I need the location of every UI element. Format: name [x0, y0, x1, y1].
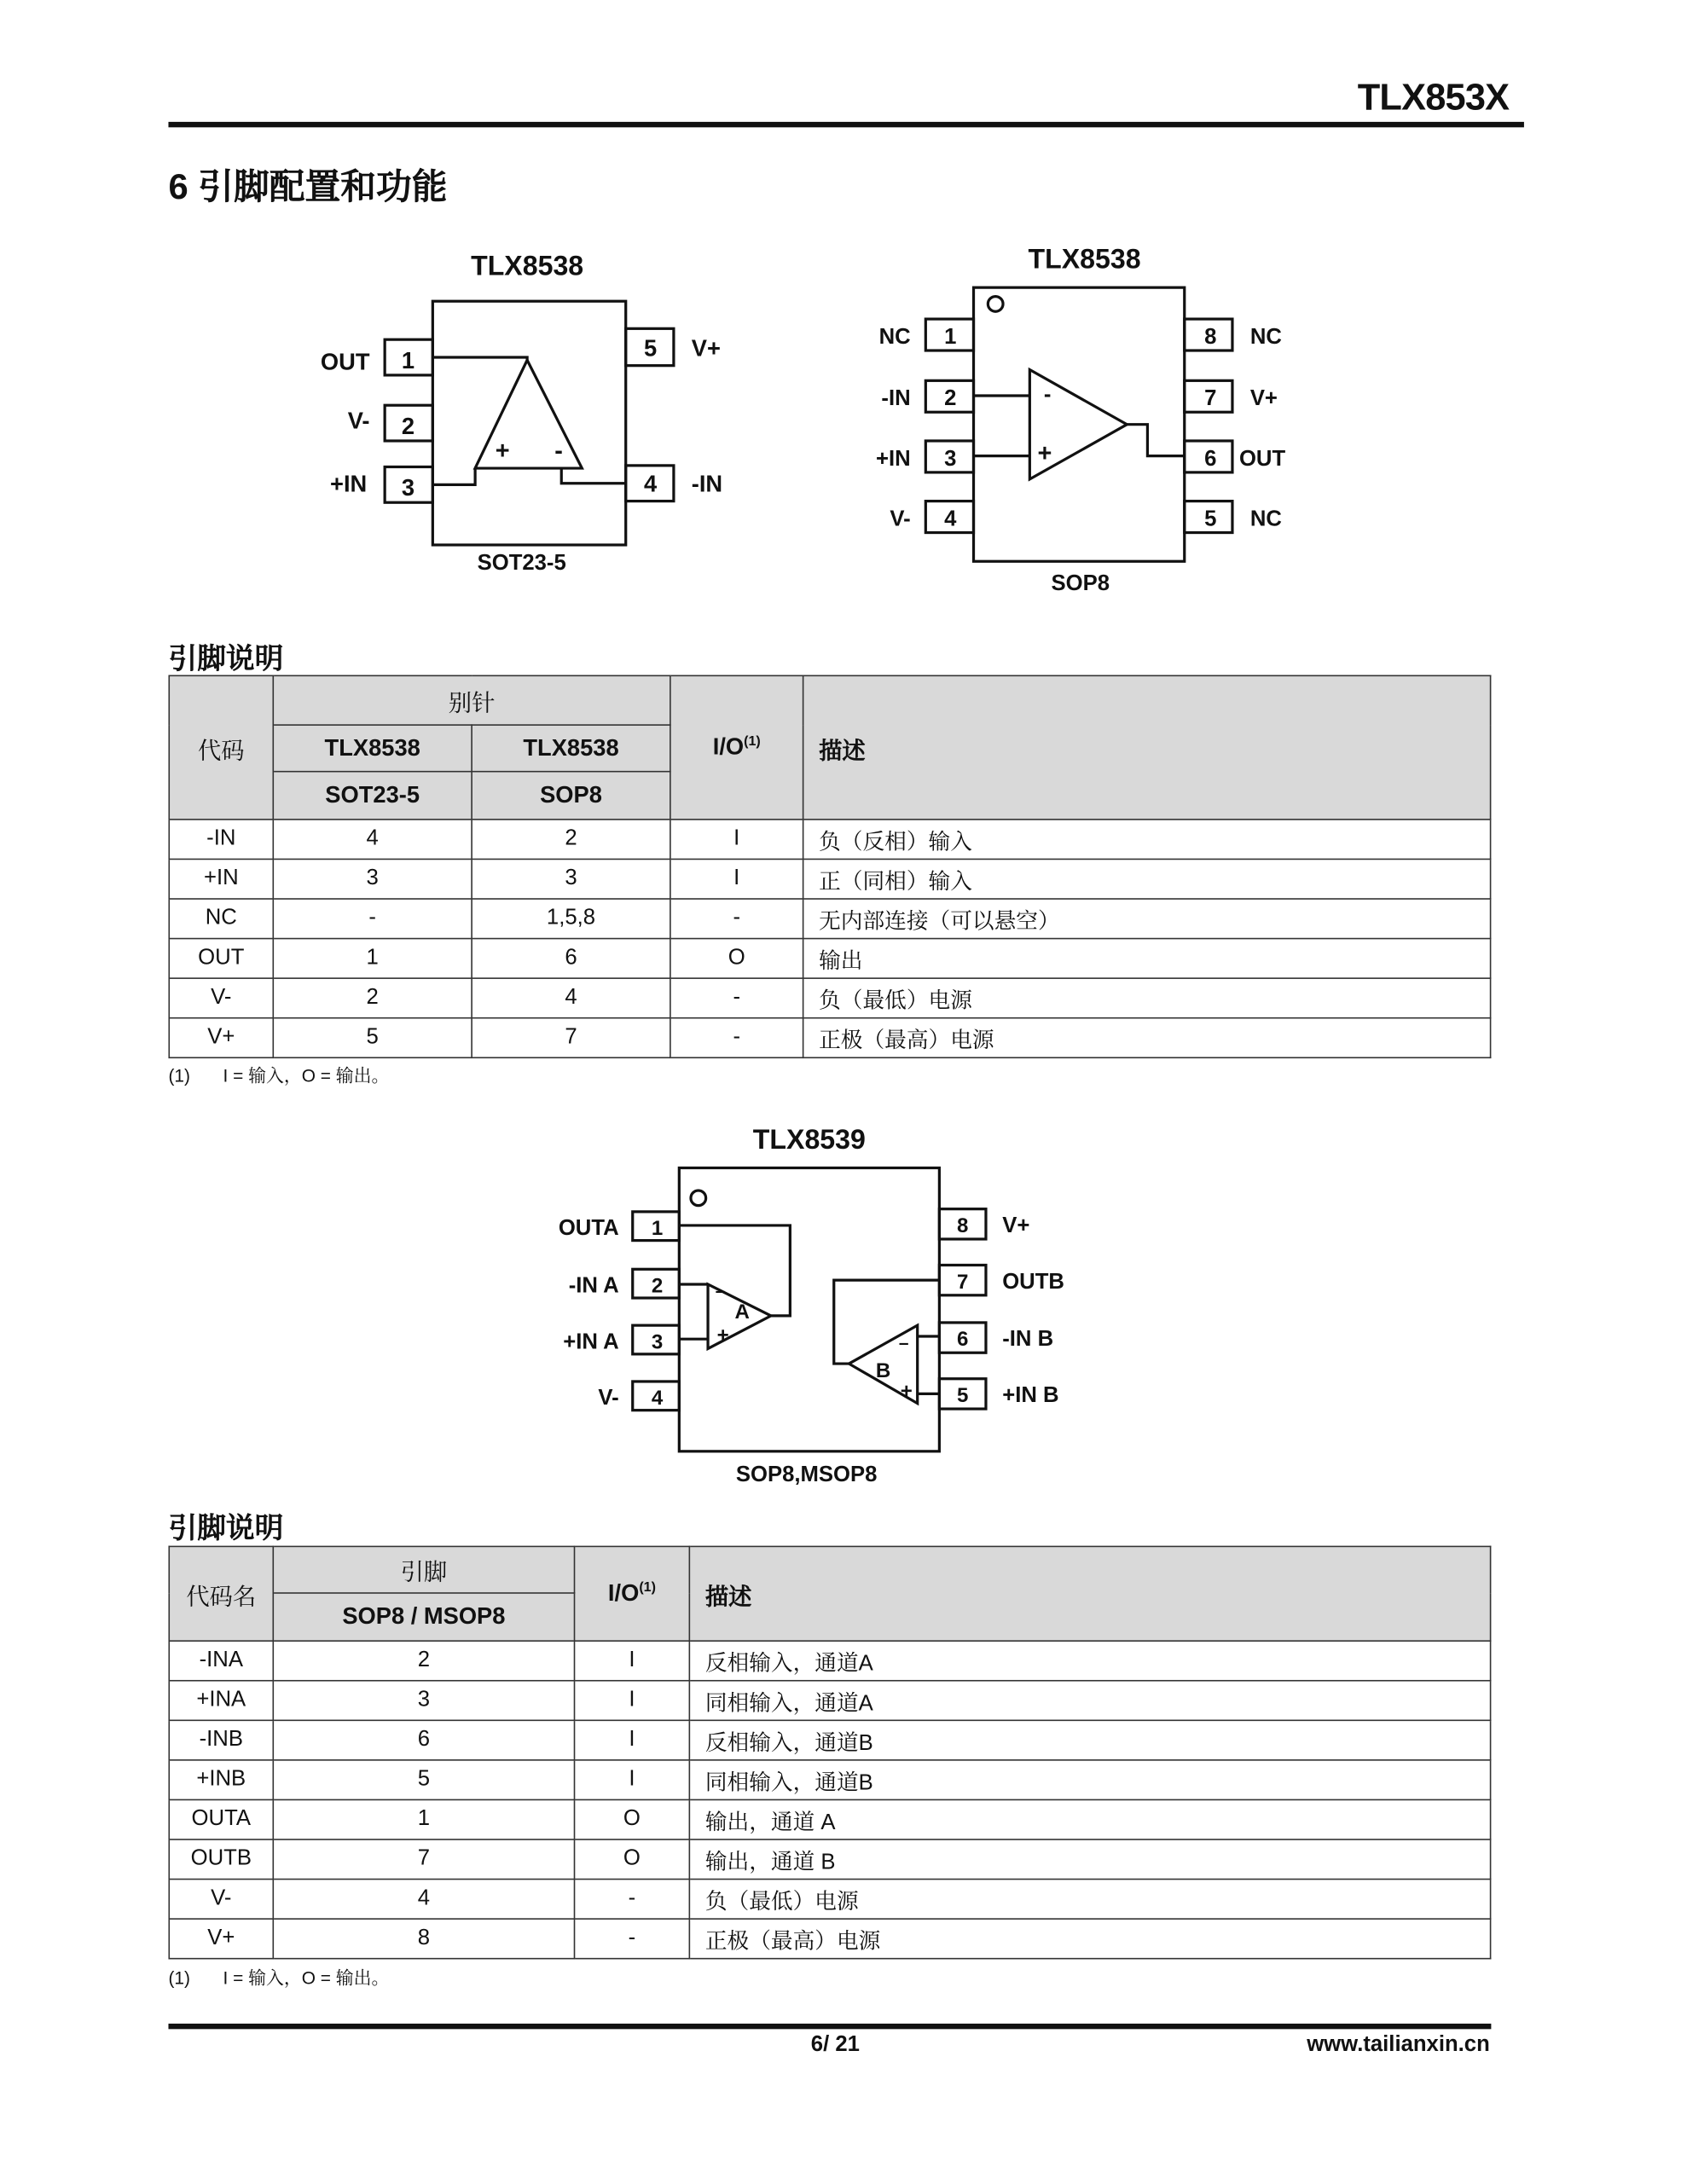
table-cell: -IN	[169, 820, 273, 860]
table-cell: -	[575, 1880, 690, 1920]
table-row	[169, 1720, 1490, 1760]
table-cell: 1,5,8	[472, 899, 670, 939]
table-cell: 负（最低）电源	[689, 1880, 1490, 1920]
table-cell: O	[670, 939, 803, 979]
sot23-5-pinout-diagram	[0, 0, 1687, 630]
table-row	[169, 899, 1490, 939]
table-cell: I	[575, 1681, 690, 1721]
table-cell: 负（最低）电源	[803, 978, 1491, 1018]
table1-title: 引脚说明	[168, 643, 284, 675]
table-cell: 正极（最高）电源	[803, 1018, 1491, 1058]
table-row	[169, 1880, 1490, 1920]
table-row	[169, 939, 1490, 979]
table-cell: +INB	[169, 1760, 273, 1800]
header-package: SOT23-5	[273, 772, 472, 820]
table-cell: -	[273, 899, 472, 939]
pin-number: 4	[644, 470, 658, 497]
table-row	[169, 978, 1490, 1018]
table-cell: 4	[273, 1880, 574, 1920]
table-row	[169, 1919, 1490, 1959]
table2-title: 引脚说明	[168, 1513, 284, 1545]
table-cell: I	[670, 859, 803, 899]
pin-number: 8	[1204, 324, 1217, 349]
table-cell: 输出，通道 A	[689, 1799, 1490, 1839]
table-cell: 3	[273, 859, 472, 899]
section-title: 6 引脚配置和功能	[168, 165, 448, 207]
header-pin: 引脚	[273, 1546, 574, 1593]
pin-number: 1	[401, 346, 415, 374]
table-row	[169, 1681, 1490, 1721]
pin-label: V-	[347, 407, 370, 434]
pin-label: V-	[598, 1386, 619, 1411]
pin-label: OUT	[1238, 446, 1286, 471]
table-cell: 7	[472, 1018, 670, 1058]
table-cell: 7	[273, 1839, 574, 1880]
table-cell: OUTA	[169, 1799, 273, 1839]
tlx8539-pinout-diagram	[0, 1095, 1687, 1506]
footer-rule	[168, 2024, 1491, 2029]
table-cell: 4	[472, 978, 670, 1018]
pin-table-tlx8539	[168, 1546, 1491, 1960]
minus-sign: -	[554, 437, 563, 465]
table-cell: V+	[169, 1919, 273, 1959]
table-cell: -INA	[169, 1641, 273, 1681]
plus-sign: +	[716, 1324, 729, 1347]
plus-sign: +	[495, 437, 510, 465]
table-cell: +INA	[169, 1681, 273, 1721]
table-cell: 1	[273, 1799, 574, 1839]
table-cell: 反相输入，通道B	[689, 1720, 1490, 1760]
table-cell: I	[575, 1760, 690, 1800]
pin-number: 4	[944, 507, 957, 531]
pin-table-tlx8538	[168, 675, 1491, 1059]
table-cell: V-	[169, 978, 273, 1018]
table-cell: 5	[273, 1760, 574, 1800]
table1-footnote: (1) I = 输入，O = 输出。	[168, 1065, 390, 1086]
table-cell: 正极（最高）电源	[689, 1919, 1490, 1959]
table2-footnote: (1) I = 输入，O = 输出。	[168, 1967, 390, 1989]
table-cell: -INB	[169, 1720, 273, 1760]
table-cell: 6	[472, 939, 670, 979]
table-cell: I	[670, 820, 803, 860]
pin-number: 4	[651, 1387, 664, 1411]
table-cell: V+	[169, 1018, 273, 1058]
table-row	[169, 1839, 1490, 1880]
table-cell: 3	[472, 859, 670, 899]
pin-label: +IN	[875, 446, 911, 471]
pin-label: V+	[1249, 386, 1278, 411]
table-cell: I	[575, 1720, 690, 1760]
pin-label: +IN A	[563, 1330, 619, 1354]
pin-label: OUTA	[558, 1216, 619, 1241]
pin-label: -IN A	[568, 1273, 619, 1298]
package-label: SOT23-5	[477, 550, 566, 575]
table-cell: 输出，通道 B	[689, 1839, 1490, 1880]
page-number: 6/ 21	[810, 2033, 860, 2057]
pin-number: 2	[944, 386, 957, 411]
minus-sign: –	[898, 1333, 909, 1353]
pin-label: V+	[1002, 1213, 1030, 1237]
pin-number: 5	[1204, 507, 1217, 531]
header-package: SOP8	[472, 772, 670, 820]
plus-sign: +	[900, 1380, 913, 1404]
table-cell: 无内部连接（可以悬空）	[803, 899, 1491, 939]
pin-label: NC	[878, 324, 911, 349]
table-cell: -	[670, 978, 803, 1018]
pin-label: V-	[890, 507, 911, 531]
table-cell: O	[575, 1839, 690, 1880]
header-desc: 描述	[689, 1546, 1490, 1641]
pin-number: 3	[401, 474, 415, 501]
header-desc: 描述	[803, 675, 1491, 820]
table-cell: NC	[169, 899, 273, 939]
table-cell: OUTB	[169, 1839, 273, 1880]
table-cell: 2	[472, 820, 670, 860]
pin-number: 1	[651, 1217, 664, 1241]
table-cell: 5	[273, 1018, 472, 1058]
table-cell: -	[670, 899, 803, 939]
pin-label: -IN	[691, 470, 723, 497]
table-cell: 1	[273, 939, 472, 979]
diagram3-title: TLX8539	[752, 1124, 866, 1156]
table-cell: 3	[273, 1681, 574, 1721]
table-row	[169, 1641, 1490, 1681]
table-row	[169, 1760, 1490, 1800]
table-row	[169, 859, 1490, 899]
document-title: TLX853X	[1357, 76, 1510, 119]
amplifier-b-label: B	[875, 1359, 891, 1383]
amplifier-a-label: A	[734, 1301, 750, 1324]
package-label: SOP8,MSOP8	[735, 1463, 878, 1487]
table-cell: I	[575, 1641, 690, 1681]
table-row	[169, 1799, 1490, 1839]
table-cell: +IN	[169, 859, 273, 899]
header-code: 代码	[169, 675, 273, 820]
pin-label: -IN	[881, 386, 911, 411]
minus-sign: –	[715, 1281, 726, 1301]
table-cell: 正（同相）输入	[803, 859, 1491, 899]
package-label: SOP8	[1051, 571, 1110, 595]
diagram1-title: TLX8538	[471, 250, 584, 281]
table-cell: 2	[273, 1641, 574, 1681]
diagram2-title: TLX8538	[1028, 243, 1141, 275]
pin-number: 5	[644, 334, 658, 362]
pin-label: NC	[1249, 324, 1282, 349]
pin-number: 8	[956, 1214, 969, 1237]
pin-label: OUTB	[1002, 1269, 1064, 1294]
pin-number: 5	[956, 1384, 969, 1408]
website-link[interactable]: www.tailianxin.cn	[1307, 2033, 1490, 2057]
pin-number: 7	[1204, 386, 1217, 411]
pin-number: 3	[651, 1330, 664, 1354]
pin-number: 1	[944, 324, 957, 349]
pin-number: 7	[956, 1270, 969, 1294]
pin-number: 2	[401, 412, 415, 439]
table-cell: 2	[273, 978, 472, 1018]
table-cell: -	[575, 1919, 690, 1959]
table-cell: 4	[273, 820, 472, 860]
table-cell: OUT	[169, 939, 273, 979]
plus-sign: +	[1037, 440, 1052, 468]
pin-label: OUT	[320, 348, 370, 375]
header-device: TLX8538	[273, 725, 472, 772]
header-io: $I/O^{(1)}$	[575, 1546, 690, 1641]
pin-label: NC	[1249, 507, 1282, 531]
table-cell: -	[670, 1018, 803, 1058]
table-cell: V-	[169, 1880, 273, 1920]
table-row	[169, 1018, 1490, 1058]
table-cell: 反相输入，通道A	[689, 1641, 1490, 1681]
pin-number: 6	[956, 1328, 969, 1352]
pin-label: -IN B	[1002, 1327, 1054, 1352]
header-code: 代码名	[169, 1546, 273, 1641]
table-row	[169, 820, 1490, 860]
table-cell: 8	[273, 1919, 574, 1959]
pin-label: +IN	[330, 470, 368, 497]
table-cell: 同相输入，通道B	[689, 1760, 1490, 1800]
table-cell: 输出	[803, 939, 1491, 979]
table-cell: 6	[273, 1720, 574, 1760]
header-package: SOP8 / MSOP8	[273, 1593, 574, 1641]
header-pin: 别针	[273, 675, 670, 725]
minus-sign: -	[1043, 382, 1052, 407]
pin-number: 2	[651, 1274, 664, 1298]
pin-number: 6	[1204, 446, 1217, 471]
pin-label: +IN B	[1002, 1383, 1059, 1408]
pin-label: V+	[691, 334, 721, 362]
table-cell: 同相输入，通道A	[689, 1681, 1490, 1721]
table-cell: 负（反相）输入	[803, 820, 1491, 860]
pin-number: 3	[944, 446, 957, 471]
table-cell: O	[575, 1799, 690, 1839]
header-io: $I/O^{(1)}$	[670, 675, 803, 820]
header-device: TLX8538	[472, 725, 670, 772]
